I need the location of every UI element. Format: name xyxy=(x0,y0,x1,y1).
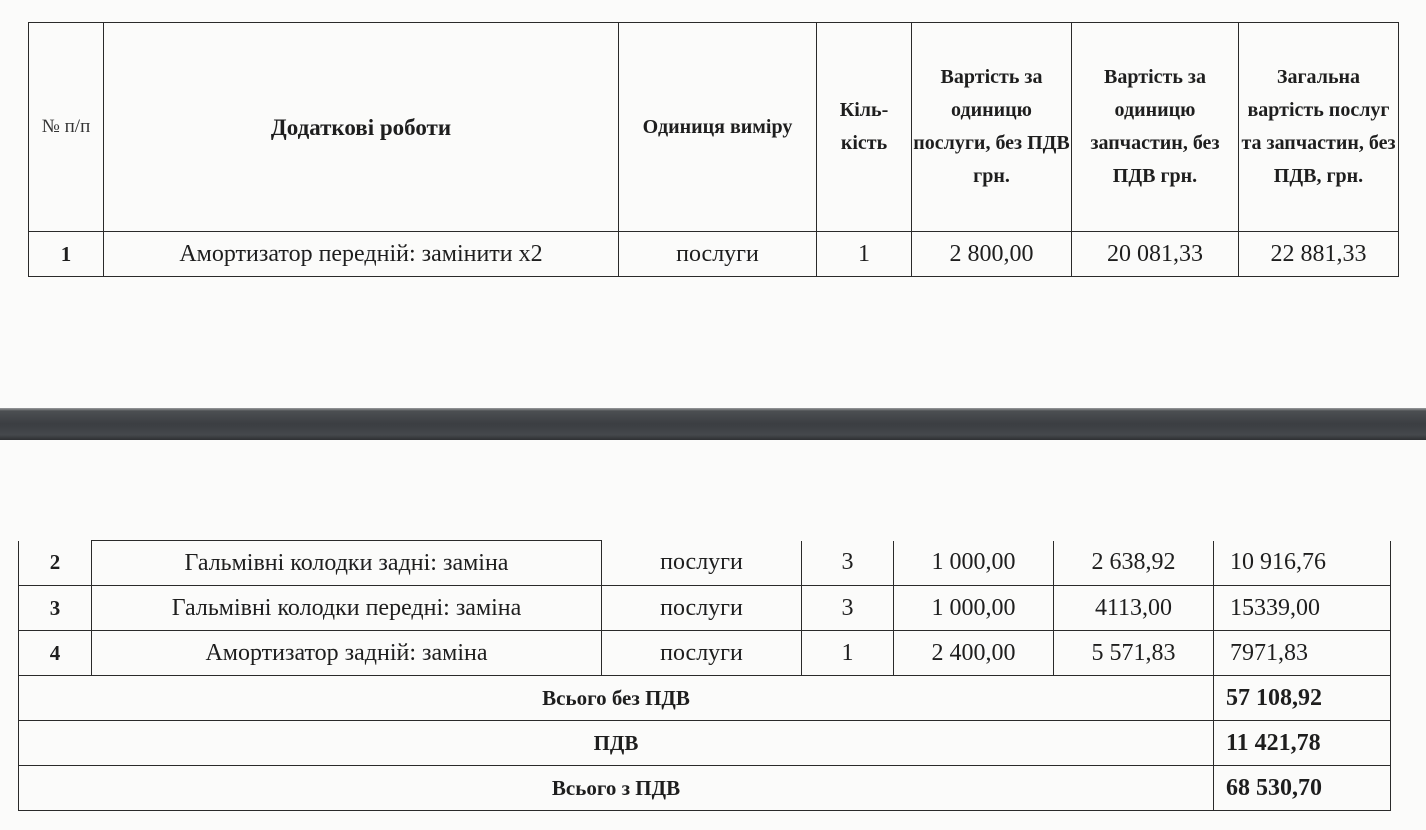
total-with-vat-label: Всього з ПДВ xyxy=(19,766,1214,811)
table-row xyxy=(19,541,1391,586)
total-with-vat-row xyxy=(19,766,1391,811)
table-row xyxy=(19,631,1391,676)
additional-works-table-continued xyxy=(18,540,1391,811)
table-header-row xyxy=(29,23,1399,232)
row-parts-price: 4113,00 xyxy=(1054,586,1214,631)
table-row xyxy=(29,232,1399,277)
col-header-title: Додаткові роботи xyxy=(104,23,619,232)
total-without-vat-label: Всього без ПДВ xyxy=(19,676,1214,721)
table-row xyxy=(19,586,1391,631)
row-quantity: 1 xyxy=(817,232,912,277)
row-service-price: 1 000,00 xyxy=(894,586,1054,631)
row-total: 7971,83 xyxy=(1214,631,1391,676)
row-number: 1 xyxy=(29,232,104,277)
row-total: 22 881,33 xyxy=(1239,232,1399,277)
col-header-number: № п/п xyxy=(29,23,104,232)
row-number: 3 xyxy=(19,586,92,631)
row-total: 10 916,76 xyxy=(1214,541,1391,586)
row-service-price: 2 400,00 xyxy=(894,631,1054,676)
row-service-price: 1 000,00 xyxy=(894,541,1054,586)
vat-label: ПДВ xyxy=(19,721,1214,766)
row-parts-price: 20 081,33 xyxy=(1072,232,1239,277)
total-without-vat-row xyxy=(19,676,1391,721)
col-header-unit: Одиниця виміру xyxy=(619,23,817,232)
row-name: Амортизатор задній: заміна xyxy=(92,631,602,676)
screenshot-divider xyxy=(0,408,1426,440)
row-quantity: 3 xyxy=(802,586,894,631)
row-quantity: 3 xyxy=(802,541,894,586)
total-with-vat-value: 68 530,70 xyxy=(1214,766,1391,811)
row-number: 4 xyxy=(19,631,92,676)
row-quantity: 1 xyxy=(802,631,894,676)
row-unit: послуги xyxy=(602,541,802,586)
col-header-service-price: Вартість за одиницю послуги, без ПДВ грн. xyxy=(912,23,1072,232)
col-header-quantity: Кіль-кість xyxy=(817,23,912,232)
total-without-vat-value: 57 108,92 xyxy=(1214,676,1391,721)
row-name: Амортизатор передній: замінити х2 xyxy=(104,232,619,277)
row-name: Гальмівні колодки передні: заміна xyxy=(92,586,602,631)
row-parts-price: 2 638,92 xyxy=(1054,541,1214,586)
row-unit: послуги xyxy=(619,232,817,277)
row-total: 15339,00 xyxy=(1214,586,1391,631)
row-service-price: 2 800,00 xyxy=(912,232,1072,277)
vat-value: 11 421,78 xyxy=(1214,721,1391,766)
col-header-total: Загальна вартість послуг та запчастин, без ПДВ, грн. xyxy=(1239,23,1399,232)
col-header-parts-price: Вартість за одиницю запчастин, без ПДВ грн. xyxy=(1072,23,1239,232)
additional-works-table-header xyxy=(28,22,1399,277)
row-parts-price: 5 571,83 xyxy=(1054,631,1214,676)
row-number: 2 xyxy=(19,541,92,586)
row-unit: послуги xyxy=(602,631,802,676)
vat-row xyxy=(19,721,1391,766)
row-name: Гальмівні колодки задні: заміна xyxy=(92,541,602,586)
row-unit: послуги xyxy=(602,586,802,631)
